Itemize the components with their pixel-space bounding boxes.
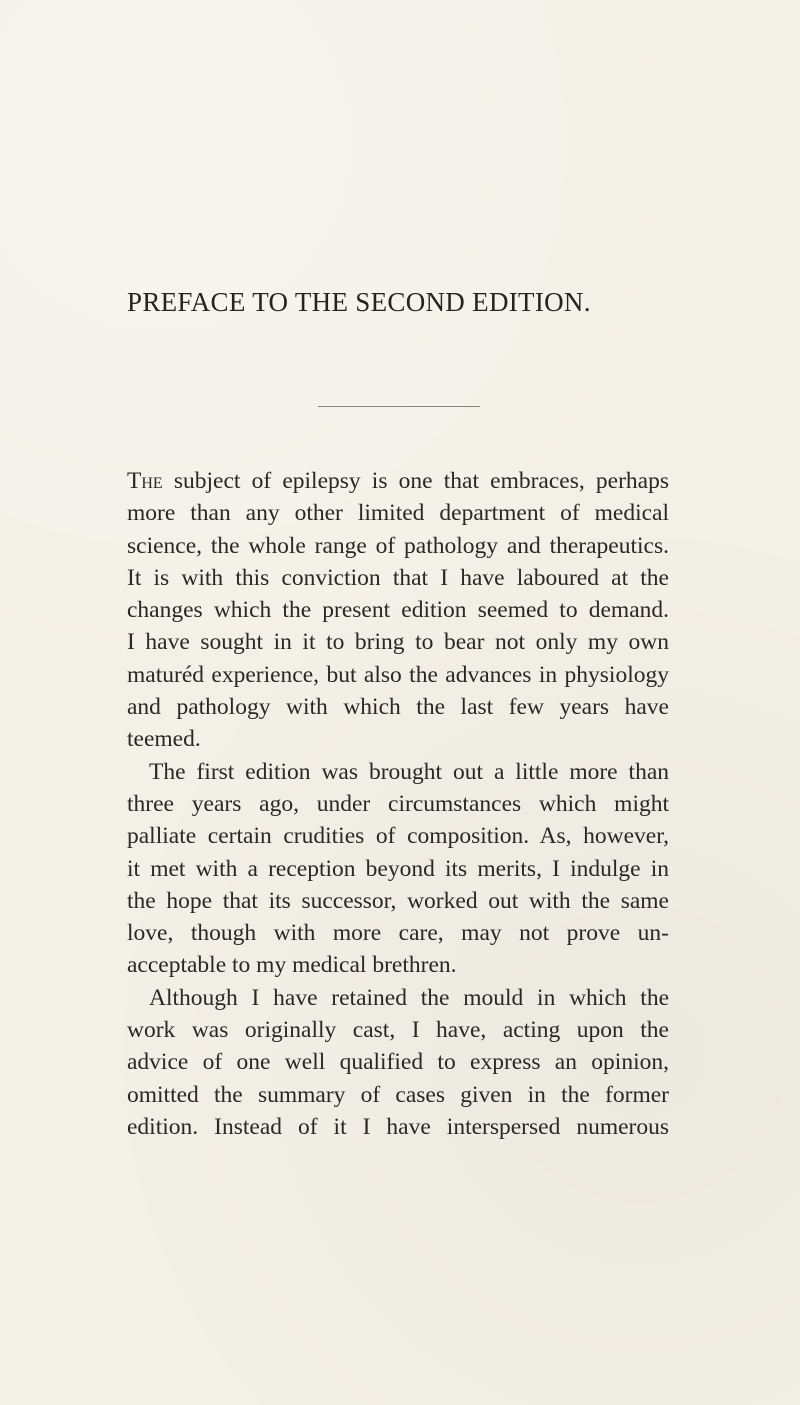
- text-line: omitted the summary of cases given in the former: [127, 1081, 669, 1108]
- text-line: palliate certain crudities of composition. As, however,: [127, 823, 669, 850]
- text-line: maturéd experience, but also the advances in physiology: [127, 661, 669, 688]
- text-line: The first edition was brought out a little more than: [149, 758, 669, 785]
- text-line: acceptable to my medical brethren.: [127, 952, 457, 979]
- preface-body: [127, 465, 669, 1143]
- text-line: changes which the present edition seemed to demand.: [127, 597, 669, 624]
- text-line: it met with a reception beyond its merits, I indulge in: [127, 855, 669, 882]
- line-text: subject of epilepsy is one that embraces, perhaps: [162, 468, 669, 494]
- paragraph-1: [127, 465, 669, 756]
- text-line: It is with this conviction that I have laboured at the: [127, 564, 669, 591]
- text-line: edition. Instead of it I have interspersed numerous: [127, 1113, 669, 1140]
- page-title: PREFACE TO THE SECOND EDITION.: [127, 287, 591, 317]
- text-line: advice of one well qualified to express an opinion,: [127, 1049, 669, 1076]
- text-line: I have sought in it to bring to bear not only my own: [127, 629, 669, 656]
- text-line: more than any other limited department of medical: [127, 500, 669, 527]
- text-line: work was originally cast, I have, acting upon the: [127, 1017, 669, 1044]
- text-line: Although I have retained the mould in which the: [149, 984, 669, 1011]
- paragraph-3: [127, 982, 669, 1143]
- paragraph-2: [127, 756, 669, 982]
- opening-word: The: [127, 468, 163, 494]
- text-line: and pathology with which the last few years have: [127, 694, 669, 721]
- text-line: three years ago, under circumstances which might: [127, 790, 669, 817]
- text-line: teemed.: [127, 726, 201, 753]
- text-line: love, though with more care, may not prove un-: [127, 920, 669, 947]
- text-line: science, the whole range of pathology and therapeutics.: [127, 532, 669, 559]
- text-line: [127, 465, 669, 497]
- title-divider: [318, 406, 480, 407]
- text-line: the hope that its successor, worked out with the same: [127, 887, 669, 914]
